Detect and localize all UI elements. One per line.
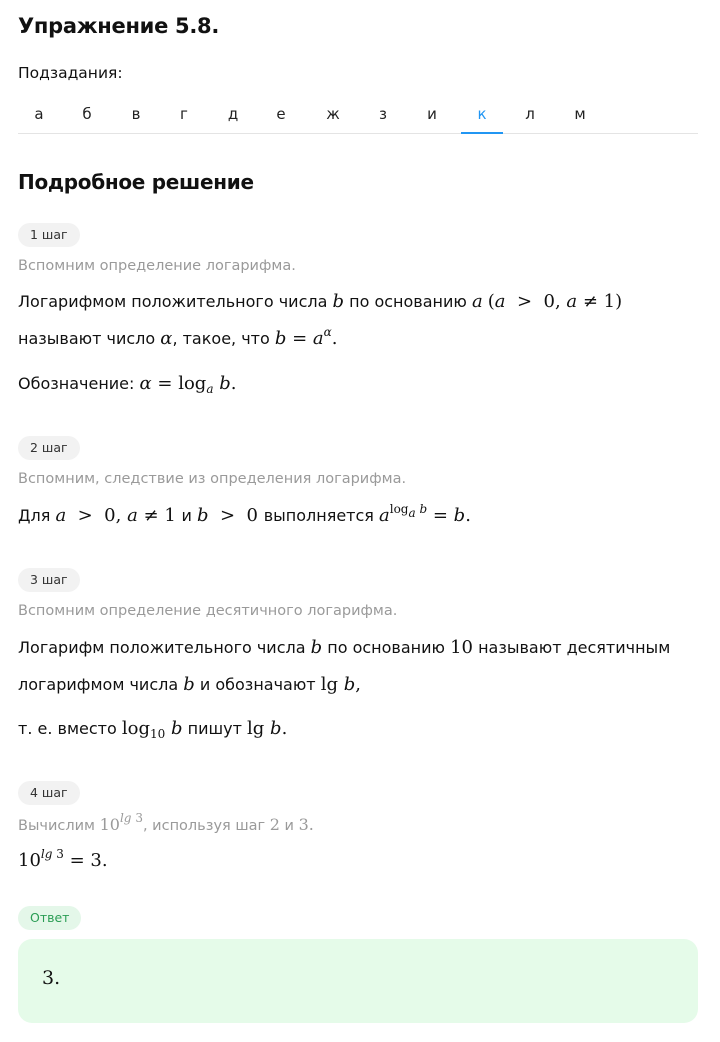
subtasks-label: Подзадания:	[18, 64, 123, 82]
step-1-line-3: Обозначение: $\alpha = \log_a b$.	[18, 373, 237, 396]
step-3-line-3: т. е. вместо $\log_{10} b$ пишут lg b.	[18, 718, 288, 741]
step-2-line-1: Для a > 0, a ≠ 1 и b > 0 выполняется $a^{log_a b} = b$.	[18, 502, 471, 526]
tab-m[interactable]: м	[574, 105, 586, 123]
tab-e[interactable]: е	[276, 105, 286, 123]
tab-v[interactable]: в	[131, 105, 141, 123]
tab-l[interactable]: л	[525, 105, 535, 123]
tab-b[interactable]: б	[82, 105, 92, 123]
tab-z[interactable]: з	[379, 105, 387, 123]
step-4-badge: 4 шаг	[18, 781, 80, 805]
step-3-line-2: логарифмом числа b и обозначают lg b,	[18, 674, 361, 695]
step-3-hint: Вспомним определение десятичного логарифма.	[18, 603, 398, 619]
tab-d[interactable]: д	[227, 105, 239, 123]
answer-value: 3.	[42, 967, 61, 989]
step-1-hint: Вспомним определение логарифма.	[18, 258, 296, 274]
tab-i[interactable]: и	[427, 105, 437, 123]
tab-zh[interactable]: ж	[326, 105, 340, 123]
step-4-line-1: $10^{lg 3} = 3$.	[18, 847, 108, 871]
answer-badge: Ответ	[18, 906, 81, 930]
step-2-hint: Вспомним, следствие из определения логарифма.	[18, 471, 407, 487]
step-2-badge: 2 шаг	[18, 436, 80, 460]
step-3-badge: 3 шаг	[18, 568, 80, 592]
tab-a[interactable]: а	[34, 105, 44, 123]
subtask-tabs	[18, 96, 698, 134]
answer-box	[18, 939, 698, 1023]
tab-g[interactable]: г	[180, 105, 188, 123]
step-1-line-2: называют число α, такое, что $b = a^\alpha$.	[18, 325, 338, 349]
step-3-line-1: Логарифм положительного числа b по основанию 10 называют десятичным	[18, 637, 671, 658]
tab-k[interactable]: к	[461, 96, 503, 134]
step-4-hint: Вычислим $10^{lg 3}$, используя шаг 2 и 3.	[18, 811, 314, 834]
exercise-title: Упражнение 5.8.	[18, 14, 220, 38]
step-1-line-1: Логарифмом положительного числа b по основанию a (a > 0, a ≠ 1)	[18, 291, 623, 312]
solution-title: Подробное решение	[18, 170, 254, 194]
step-1-badge: 1 шаг	[18, 223, 80, 247]
